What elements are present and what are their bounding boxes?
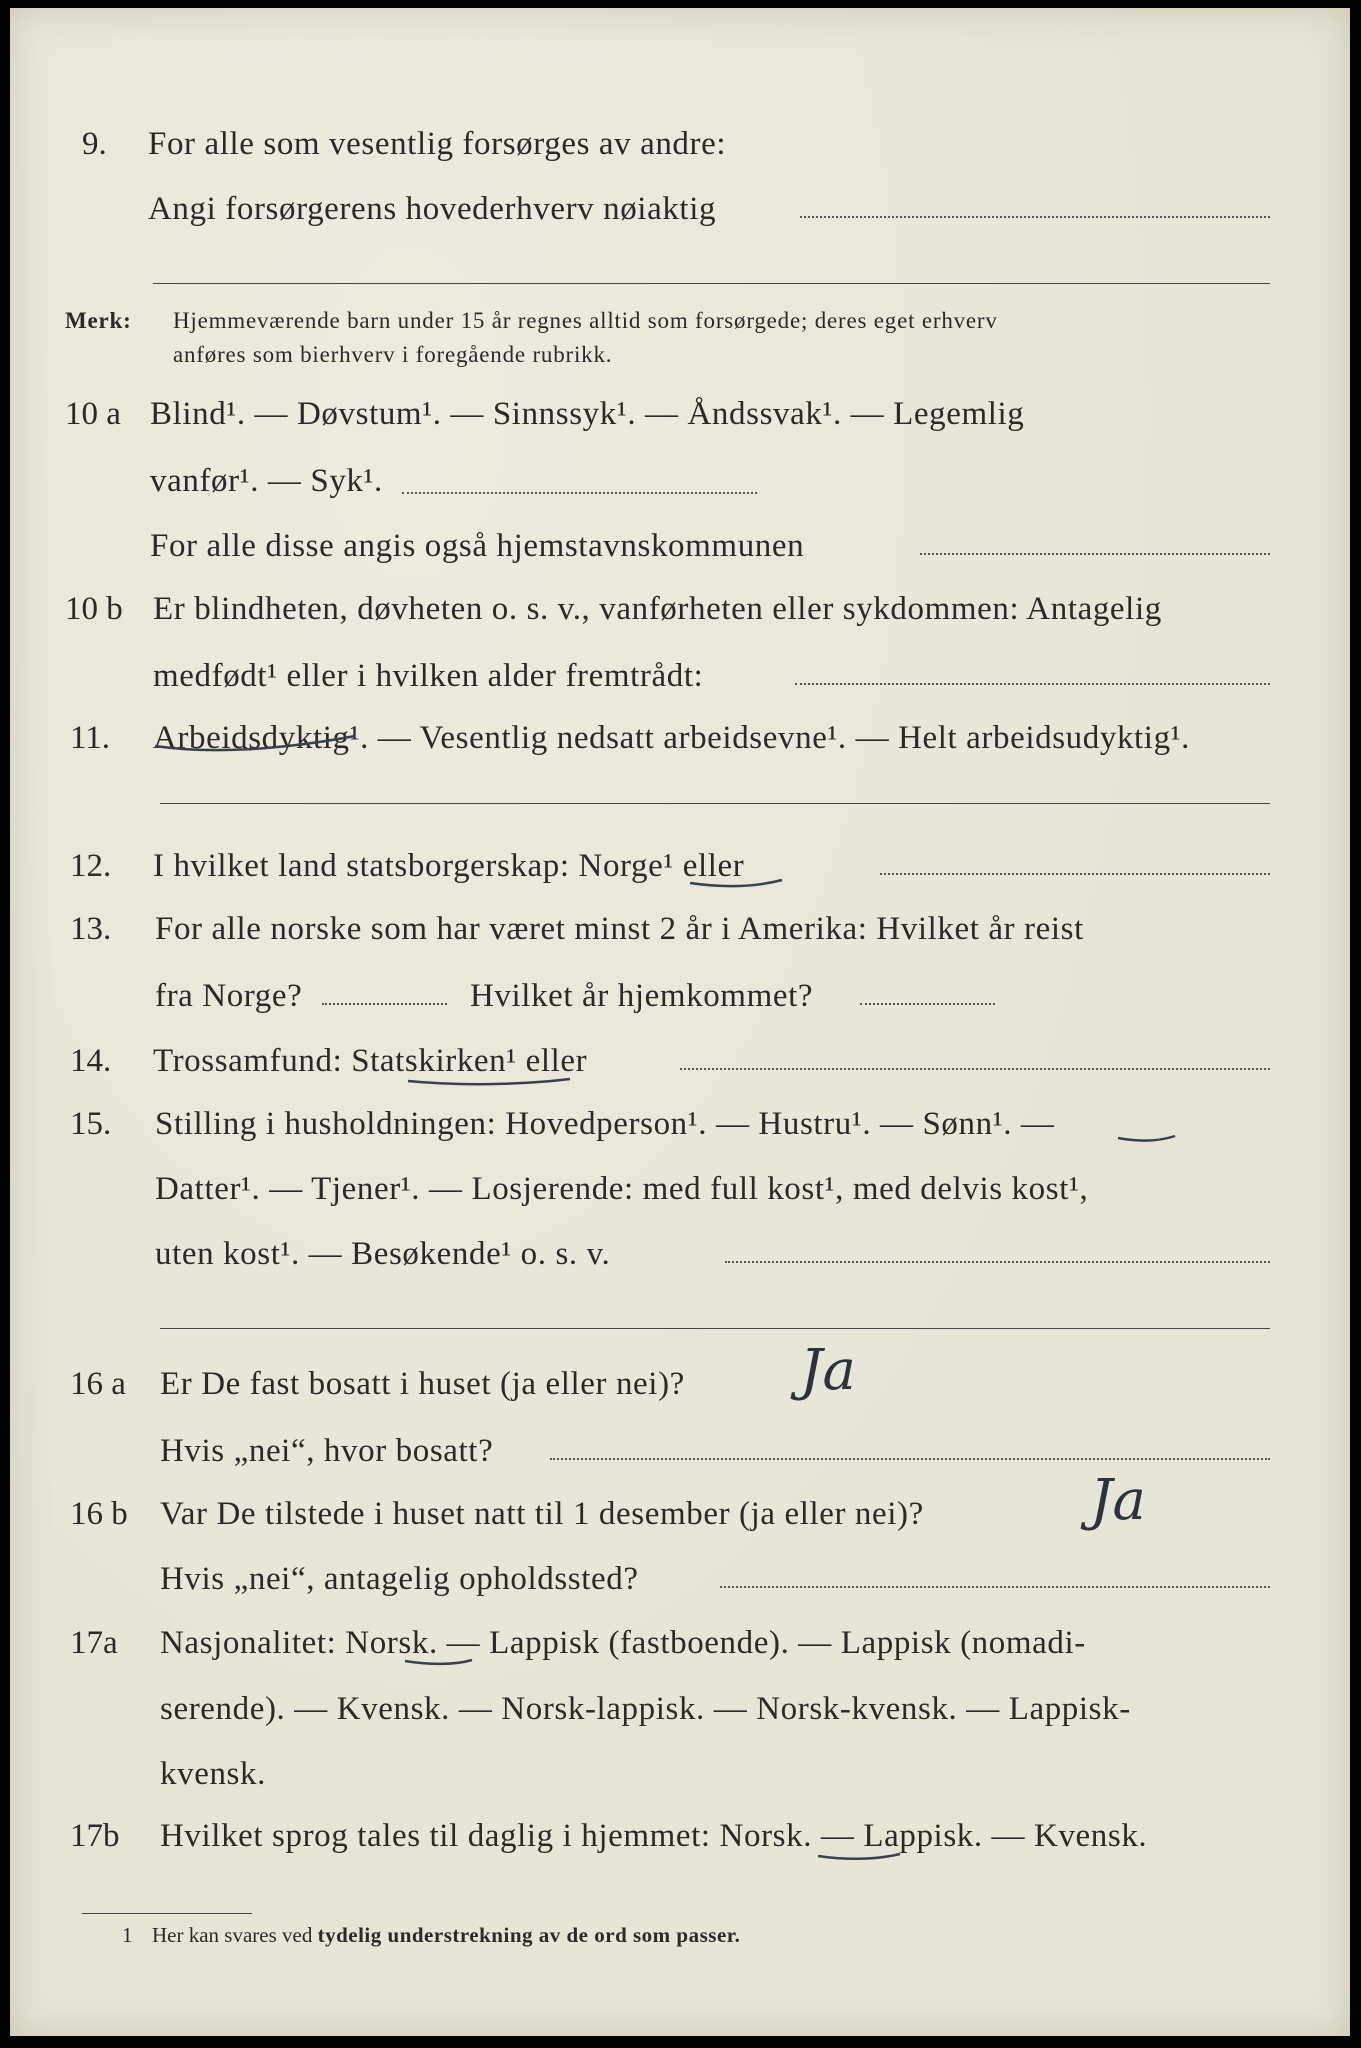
note-line-2: anføres som bierhverv i foregående rubrikk. (173, 342, 613, 367)
census-form-page (10, 8, 1350, 2036)
question-10a-line-3: For alle disse angis også hjemstavnskommunen (150, 528, 805, 564)
question-17b-number: 17b (70, 1818, 120, 1854)
question-16b-answer-line[interactable] (720, 1586, 1270, 1588)
question-12-number: 12. (70, 848, 112, 884)
question-10b-line-1: Er blindheten, døvheten o. s. v., vanførheten eller sykdommen: Antagelig (153, 591, 1162, 627)
question-15-line-3: uten kost¹. — Besøkende¹ o. s. v. (155, 1236, 611, 1272)
question-17a-line-2: serende). — Kvensk. — Norsk-lappisk. — Norsk-kvensk. — Lappisk- (160, 1691, 1131, 1727)
note-line-1: Hjemmeværende barn under 15 år regnes alltid som forsørgede; deres eget erhverv (173, 308, 998, 333)
question-13-return-year-line[interactable] (860, 1003, 995, 1005)
question-9-number: 9. (82, 126, 107, 162)
question-9-answer-rule[interactable] (153, 283, 1270, 284)
footnote-mark: 1 (122, 1923, 133, 1947)
question-16b-line-2: Hvis „nei“, antagelig opholdssted? (160, 1561, 639, 1597)
question-11-answer-rule[interactable] (160, 803, 1270, 804)
question-16b-line-1: Var De tilstede i huset natt til 1 desember (ja eller nei)? (160, 1496, 924, 1532)
question-13-number: 13. (70, 911, 112, 947)
question-10b-answer-line[interactable] (795, 683, 1270, 685)
question-11-number: 11. (70, 720, 111, 756)
norsk-language-underline (10, 8, 11, 9)
question-16b-number: 16 b (70, 1496, 128, 1532)
question-15-line-1: Stilling i husholdningen: Hovedperson¹. — Hustru¹. — Sønn¹. — (155, 1106, 1055, 1142)
question-10a-line-2: vanfør¹. — Syk¹. (150, 463, 383, 499)
question-17b-line-1: Hvilket sprog tales til daglig i hjemmet: Norsk. — Lappisk. — Kvensk. (160, 1818, 1148, 1854)
question-15-number: 15. (70, 1106, 112, 1142)
question-12-line-1: I hvilket land statsborgerskap: Norge¹ eller (153, 848, 745, 884)
question-16a-number: 16 a (70, 1366, 126, 1402)
question-10b-number: 10 b (65, 591, 123, 627)
question-15-line-2: Datter¹. — Tjener¹. — Losjerende: med full kost¹, med delvis kost¹, (155, 1171, 1089, 1207)
question-14-line-1: Trossamfund: Statskirken¹ eller (153, 1043, 588, 1079)
question-16a-answer-line[interactable] (550, 1458, 1270, 1460)
question-14-number: 14. (70, 1043, 112, 1079)
question-17a-number: 17a (70, 1625, 118, 1661)
question-16a-line-2: Hvis „nei“, hvor bosatt? (160, 1433, 494, 1469)
question-17a-line-1: Nasjonalitet: Norsk. — Lappisk (fastboende). — Lappisk (nomadi- (160, 1625, 1086, 1661)
question-15-answer-line[interactable] (725, 1261, 1270, 1263)
question-13-left-year-line[interactable] (322, 1003, 447, 1005)
question-9-line-1: For alle som vesentlig forsørges av andre: (148, 126, 727, 162)
question-15-answer-rule[interactable] (160, 1328, 1270, 1329)
footnote-plain-text: Her kan svares ved (152, 1923, 313, 1947)
question-10a-number: 10 a (65, 396, 121, 432)
footnote-divider (82, 1913, 252, 1914)
note-label: Merk: (65, 308, 132, 333)
question-16a-line-1: Er De fast bosatt i huset (ja eller nei)? (160, 1366, 685, 1402)
question-10a-answer-line[interactable] (402, 492, 757, 494)
question-13-line-2b: Hvilket år hjemkommet? (470, 978, 814, 1014)
footnote-bold-text: tydelig understrekning av de ord som passer. (317, 1923, 741, 1947)
question-13-line-1: For alle norske som har været minst 2 år i Amerika: Hvilket år reist (155, 911, 1084, 947)
question-9-answer-line[interactable] (800, 216, 1270, 218)
question-16a-handwritten-answer[interactable]: Ja (800, 1338, 856, 1403)
question-10a-municipality-line[interactable] (920, 553, 1270, 555)
question-17a-line-3: kvensk. (160, 1756, 266, 1792)
question-11-line-1: Arbeidsdyktig¹. — Vesentlig nedsatt arbeidsevne¹. — Helt arbeidsudyktig¹. (153, 720, 1191, 756)
question-12-answer-line[interactable] (880, 873, 1270, 875)
question-9-line-2: Angi forsørgerens hovederhverv nøiaktig (148, 191, 717, 227)
question-10b-line-2: medfødt¹ eller i hvilken alder fremtrådt: (153, 658, 704, 694)
question-13-line-2a: fra Norge? (155, 978, 303, 1014)
footnote-text (152, 1923, 740, 1948)
question-14-answer-line[interactable] (680, 1068, 1270, 1070)
question-10a-line-1: Blind¹. — Døvstum¹. — Sinnssyk¹. — Åndssvak¹. — Legemlig (150, 396, 1025, 432)
question-16b-handwritten-answer[interactable]: Ja (1090, 1468, 1146, 1533)
